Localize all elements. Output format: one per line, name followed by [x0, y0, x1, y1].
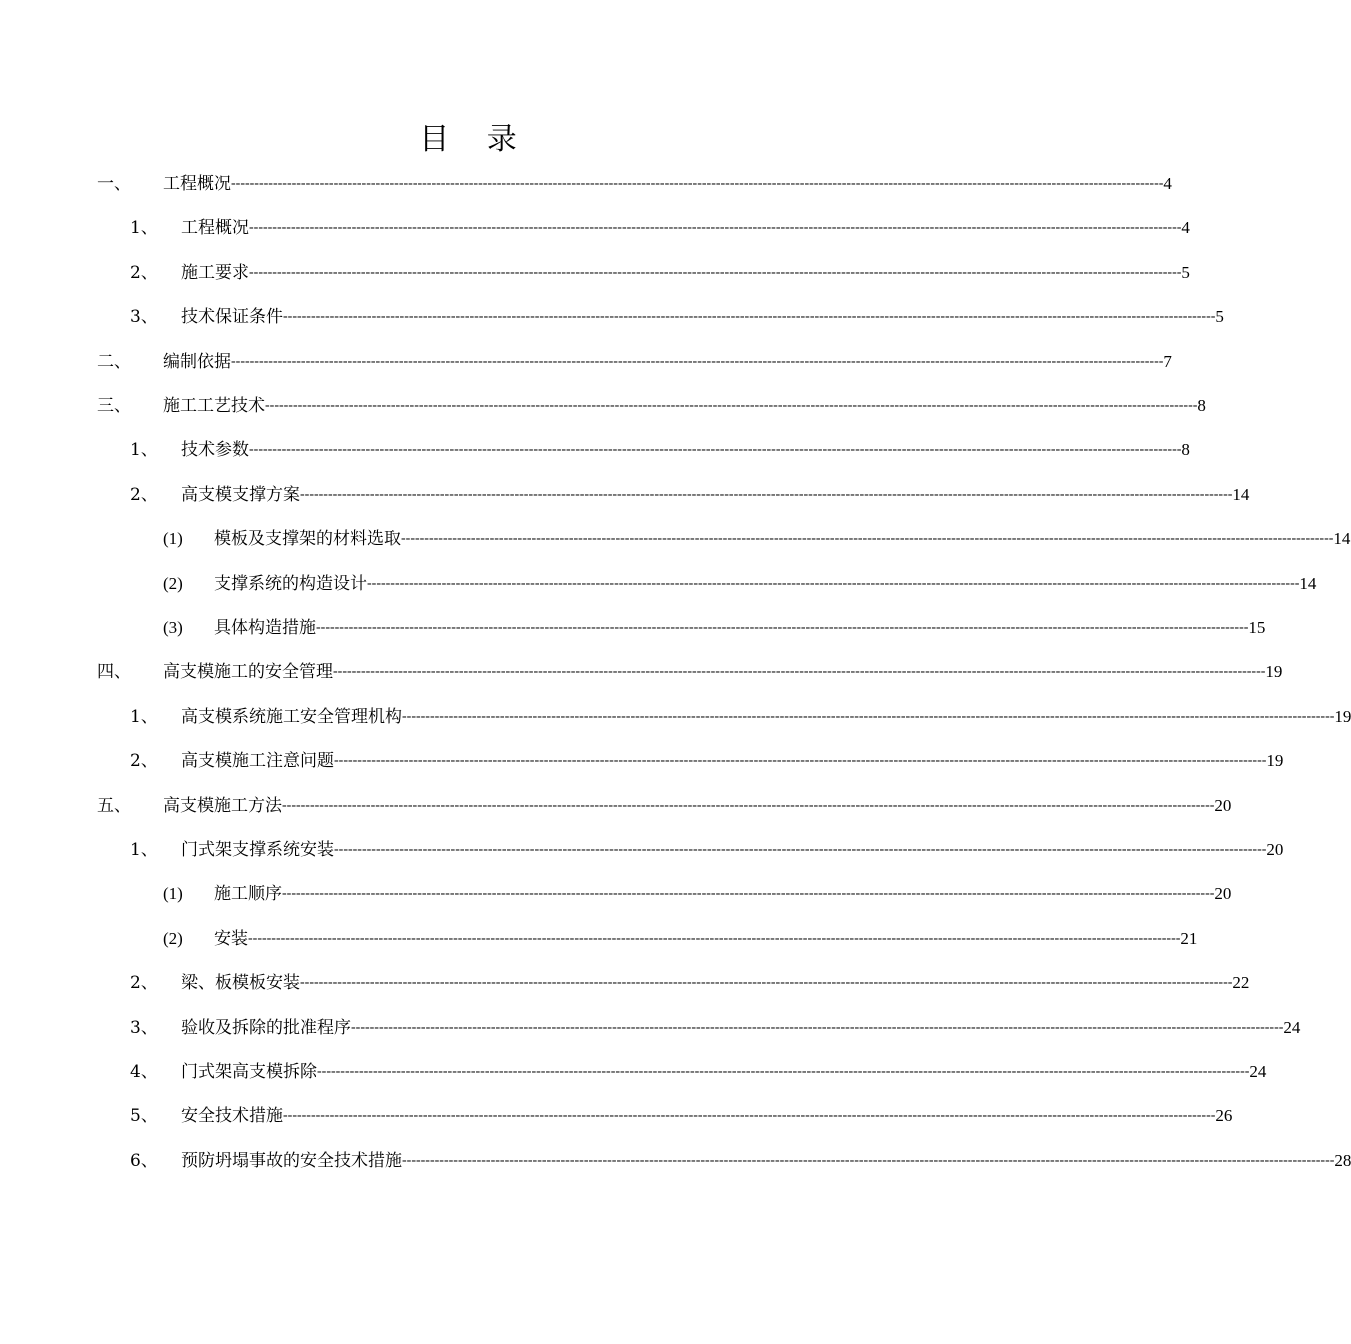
- toc-entry-number: 2、: [130, 484, 158, 505]
- toc-entry-page-number: 19: [1265, 662, 1283, 682]
- toc-entry-title: 梁、板模板安装: [181, 973, 300, 994]
- toc-entry-page-number: 7: [1163, 351, 1172, 371]
- toc-entry-line: [181, 439, 1190, 461]
- toc-dot-leader: --------------------------------------------------------------------------------------------------------------------------------------------------------------------------------------------------------: [402, 1152, 1335, 1168]
- toc-entry-page-number: 20: [1214, 795, 1232, 815]
- toc-dot-leader: --------------------------------------------------------------------------------------------------------------------------------------------------------------------------------------------------------: [282, 797, 1215, 813]
- toc-entry-title: 施工顺序: [214, 884, 282, 905]
- toc-dot-leader: --------------------------------------------------------------------------------------------------------------------------------------------------------------------------------------------------------: [367, 575, 1300, 591]
- toc-entry-page-number: 4: [1163, 174, 1172, 193]
- toc-entry-number: 4、: [130, 1062, 158, 1082]
- toc-entry-number: 一、: [97, 174, 131, 194]
- toc-entry-page-number: 21: [1180, 928, 1198, 948]
- toc-entry-title: 技术参数: [181, 440, 249, 461]
- toc-dot-leader: --------------------------------------------------------------------------------------------------------------------------------------------------------------------------------------------------------: [231, 176, 1164, 191]
- toc-entry-title: 模板及支撑架的材料选取: [214, 529, 401, 550]
- toc-entry[interactable]: [0, 384, 1206, 428]
- toc-entry-page-number: 24: [1283, 1017, 1301, 1037]
- toc-entry-number: (2): [163, 928, 183, 948]
- toc-entry-title: 安装: [214, 928, 248, 949]
- toc-entry-page-number: 14: [1232, 484, 1250, 504]
- toc-dot-leader: --------------------------------------------------------------------------------------------------------------------------------------------------------------------------------------------------------: [249, 264, 1182, 280]
- toc-entry-line: [214, 617, 1266, 639]
- toc-entry-title: 高支模支撑方案: [181, 484, 300, 505]
- toc-entry-page-number: 26: [1215, 1106, 1233, 1126]
- toc-entry-line: [214, 528, 1351, 550]
- toc-entry-number: 二、: [97, 351, 131, 372]
- toc-entry-page-number: 15: [1248, 618, 1266, 637]
- toc-entry-line: [181, 972, 1250, 994]
- toc-entry-number: 1、: [130, 218, 158, 239]
- toc-dot-leader: --------------------------------------------------------------------------------------------------------------------------------------------------------------------------------------------------------: [351, 1019, 1284, 1035]
- toc-dot-leader: --------------------------------------------------------------------------------------------------------------------------------------------------------------------------------------------------------: [283, 1108, 1216, 1124]
- toc-entry[interactable]: [0, 295, 1224, 339]
- toc-dot-leader: --------------------------------------------------------------------------------------------------------------------------------------------------------------------------------------------------------: [300, 486, 1233, 502]
- toc-entry-page-number: 8: [1197, 396, 1206, 415]
- toc-dot-leader: --------------------------------------------------------------------------------------------------------------------------------------------------------------------------------------------------------: [249, 220, 1182, 236]
- toc-entry-line: [181, 217, 1190, 239]
- toc-dot-leader: --------------------------------------------------------------------------------------------------------------------------------------------------------------------------------------------------------: [265, 398, 1198, 413]
- toc-entry-number: (1): [163, 529, 183, 549]
- toc-entry-page-number: 28: [1334, 1150, 1351, 1170]
- toc-entry-page-number: 14: [1299, 573, 1317, 593]
- toc-entry-page-number: 19: [1266, 751, 1284, 771]
- toc-entry-page-number: 19: [1334, 706, 1351, 726]
- toc-entry-page-number: 22: [1232, 973, 1250, 993]
- toc-entry[interactable]: [0, 917, 1198, 961]
- toc-entry[interactable]: [0, 650, 1283, 694]
- toc-entry-line: [181, 262, 1190, 284]
- toc-entry[interactable]: [0, 251, 1190, 295]
- toc-entry-line: [181, 484, 1250, 506]
- toc-entry-number: 6、: [130, 1150, 158, 1171]
- toc-entry-number: 四、: [97, 662, 131, 683]
- toc-entry[interactable]: [0, 606, 1266, 650]
- toc-entry[interactable]: [0, 206, 1190, 250]
- toc-entry-number: 2、: [130, 973, 158, 994]
- toc-entry-title: 高支模系统施工安全管理机构: [181, 706, 402, 727]
- toc-entry-page-number: 20: [1266, 840, 1284, 859]
- toc-entry-line: [163, 661, 1283, 683]
- toc-dot-leader: --------------------------------------------------------------------------------------------------------------------------------------------------------------------------------------------------------: [231, 353, 1164, 369]
- toc-entry-page-number: 5: [1181, 262, 1190, 282]
- toc-entry[interactable]: [0, 961, 1250, 1005]
- toc-entry-title: 安全技术措施: [181, 1106, 283, 1127]
- toc-dot-leader: --------------------------------------------------------------------------------------------------------------------------------------------------------------------------------------------------------: [283, 309, 1216, 325]
- toc-entry-number: (2): [163, 573, 183, 593]
- toc-entry-page-number: 20: [1214, 884, 1232, 904]
- toc-entry-page-number: 8: [1181, 440, 1190, 460]
- toc-entry-number: (1): [163, 884, 183, 904]
- toc-entry[interactable]: [0, 1139, 1351, 1183]
- toc-entry-title: 验收及拆除的批准程序: [181, 1017, 351, 1038]
- toc-entry-number: 1、: [130, 440, 158, 461]
- toc-entry[interactable]: [0, 562, 1317, 606]
- toc-entry-page-number: 5: [1215, 307, 1224, 327]
- toc-entry-number: 三、: [97, 396, 131, 416]
- toc-entry-number: 3、: [130, 1017, 158, 1038]
- toc-entry-title: 编制依据: [163, 351, 231, 372]
- toc-entry-number: 2、: [130, 751, 158, 772]
- toc-entry[interactable]: [0, 1006, 1301, 1050]
- toc-entry-title: 工程概况: [163, 174, 231, 194]
- toc-dot-leader: --------------------------------------------------------------------------------------------------------------------------------------------------------------------------------------------------------: [401, 531, 1334, 547]
- toc-entry[interactable]: [0, 784, 1232, 828]
- toc-entry-title: 门式架支撑系统安装: [181, 840, 334, 860]
- toc-entry-line: [181, 750, 1284, 772]
- toc-entry[interactable]: [0, 739, 1284, 783]
- toc-entry-title: 工程概况: [181, 218, 249, 239]
- toc-dot-leader: --------------------------------------------------------------------------------------------------------------------------------------------------------------------------------------------------------: [300, 975, 1233, 991]
- toc-entry-line: [181, 1150, 1351, 1172]
- toc-entry-title: 施工工艺技术: [163, 396, 265, 416]
- toc-dot-leader: --------------------------------------------------------------------------------------------------------------------------------------------------------------------------------------------------------: [317, 1064, 1250, 1079]
- toc-entry-page-number: 24: [1249, 1062, 1267, 1081]
- toc-dot-leader: --------------------------------------------------------------------------------------------------------------------------------------------------------------------------------------------------------: [333, 664, 1266, 680]
- toc-entry-title: 预防坍塌事故的安全技术措施: [181, 1150, 402, 1171]
- toc-dot-leader: --------------------------------------------------------------------------------------------------------------------------------------------------------------------------------------------------------: [316, 620, 1249, 635]
- toc-entry-title: 高支模施工方法: [163, 795, 282, 816]
- toc-entry-line: [181, 1017, 1301, 1039]
- toc-entry-line: [181, 1061, 1267, 1083]
- toc-entry-line: [181, 306, 1224, 328]
- toc-entry[interactable]: [0, 428, 1190, 472]
- toc-dot-leader: --------------------------------------------------------------------------------------------------------------------------------------------------------------------------------------------------------: [249, 442, 1182, 458]
- toc-entry[interactable]: [0, 162, 1172, 206]
- toc-dot-leader: --------------------------------------------------------------------------------------------------------------------------------------------------------------------------------------------------------: [282, 886, 1215, 902]
- toc-entry-line: [214, 883, 1232, 905]
- toc-entry[interactable]: [0, 872, 1232, 916]
- toc-entry-number: 1、: [130, 840, 158, 860]
- toc-entry-title: 技术保证条件: [181, 307, 283, 328]
- toc-entry-line: [163, 173, 1172, 195]
- toc-entry-number: 3、: [130, 307, 158, 328]
- toc-entry[interactable]: [0, 695, 1351, 739]
- toc-entry-line: [181, 1105, 1233, 1127]
- toc-entry-line: [163, 795, 1232, 817]
- toc-dot-leader: --------------------------------------------------------------------------------------------------------------------------------------------------------------------------------------------------------: [248, 930, 1181, 946]
- toc-entry-number: 2、: [130, 262, 158, 283]
- toc-entry-line: [214, 928, 1198, 950]
- toc-title: 目 录: [419, 122, 531, 157]
- toc-entry-line: [214, 573, 1317, 595]
- toc-entry-line: [163, 351, 1172, 373]
- toc-entry[interactable]: [0, 1094, 1233, 1138]
- toc-entry-title: 门式架高支模拆除: [181, 1062, 317, 1082]
- toc-entry[interactable]: [0, 517, 1351, 561]
- toc-entry[interactable]: [0, 473, 1250, 517]
- toc-entry-title: 支撑系统的构造设计: [214, 573, 367, 594]
- toc-entry-page-number: 4: [1181, 218, 1190, 238]
- toc-dot-leader: --------------------------------------------------------------------------------------------------------------------------------------------------------------------------------------------------------: [334, 753, 1267, 769]
- toc-entry[interactable]: [0, 828, 1284, 872]
- toc-entry-number: 5、: [130, 1106, 158, 1127]
- toc-entry-number: 五、: [97, 795, 131, 816]
- toc-dot-leader: --------------------------------------------------------------------------------------------------------------------------------------------------------------------------------------------------------: [334, 842, 1267, 857]
- toc-entry-number: 1、: [130, 706, 158, 727]
- toc-dot-leader: --------------------------------------------------------------------------------------------------------------------------------------------------------------------------------------------------------: [402, 708, 1335, 724]
- toc-entry-title: 施工要求: [181, 262, 249, 283]
- toc-entry-title: 高支模施工注意问题: [181, 751, 334, 772]
- toc-entry-line: [181, 839, 1284, 861]
- toc-entry-title: 高支模施工的安全管理: [163, 662, 333, 683]
- toc-entry-line: [163, 395, 1206, 417]
- toc-entry-title: 具体构造措施: [214, 618, 316, 638]
- toc-entry[interactable]: [0, 1050, 1267, 1094]
- toc-entry-number: (3): [163, 618, 183, 637]
- toc-entry[interactable]: [0, 340, 1172, 384]
- toc-entry-page-number: 14: [1333, 529, 1351, 549]
- toc-entry-line: [181, 706, 1351, 728]
